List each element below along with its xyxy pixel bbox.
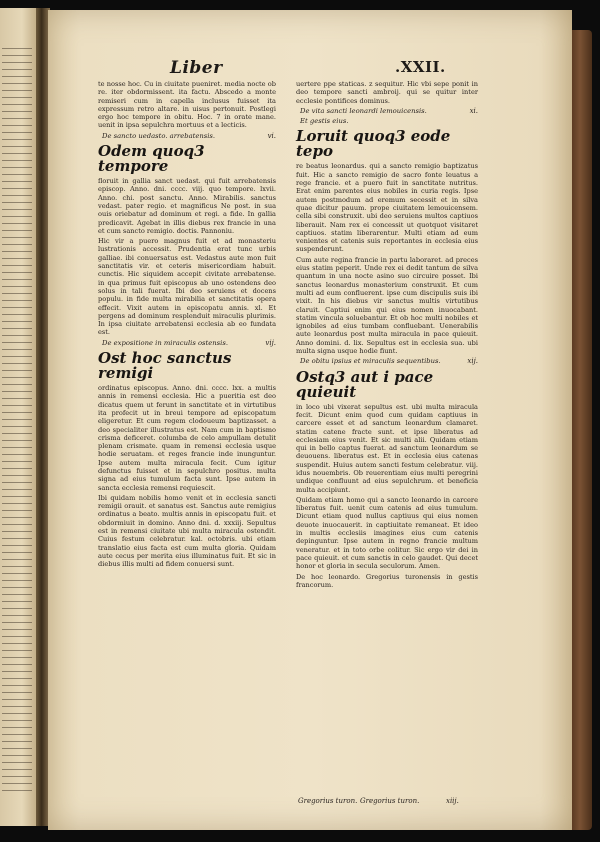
right-column [296,80,478,591]
section-heading: Odem quoq3 tempore [98,142,205,176]
section-heading: Ost hoc sanctus remigi [98,349,232,383]
rubric [102,339,276,347]
book-cover-edge [572,30,592,830]
paragraph: in loco ubi vixerat sepultus est. ubi multa miracula fecit. Dicunt enim quod cum quidam captiuus in carcere esset et ad sanctum leonardum clamaret. statim catene fracte sunt. et ipse liberatus ad ecclesiam eius venit. Et sic multi alii. Quidam etiam qui in bello captus fuerat. ad sanctum leonardum se deuouens. liberatus est. Et in ecclesia eius catenas suspendit. Huius autem sancti festum celebratur. viij. idus nouembris. Ob reuerentiam eius multi peregrini undique confluunt ad eius sepulchrum. et beneficia multa accipiunt. [296,402,478,494]
paragraph: re beatus leonardus. qui a sancto remigio baptizatus fuit. Hic a sancto remigio de sacro fonte leuatus a rege francie. et a puero fuit in sanctitate nutritus. Erat enim parentes eius nobiles in curia regis. Ipse autem postmodum ad eremum secessit et in silva quae dicitur pauum. prope ciuitatem lemouicensem. cella sibi construxit. ubi deo seruiens multos captiuos liberauit. Nam rex ei concessit ut quotquot visitaret captiuos. statim liberarentur. Multi etiam ad eum venientes et catenis suis reportantes in ecclesia eius suspenderunt. [296,162,478,254]
paragraph: ordinatus episcopus. Anno. dni. cccc. lxx. a multis annis in remensi ecclesia. Hic a pueritia est deo dicatus quem ut ferunt in sanctitate et in virtutibus ita profecit ut in breui tempore ad episcopatum eligeretur. Et cum regem clodoueum baptizasset. a deo specialiter illustratus est. Nam cum in baptismo crisma deficeret. columba de celo ampullam detulit plenam crismate. quam in remensi ecclesia usque hodie seruatam. et reges francie inde inunguntur. Ipse autem multa miracula fecit. Cum igitur defunctus fuisset et in sepulchro positus. multa signa ad eius tumulum facta sunt. Ipse autem in sancta ecclesia remensi requiescit. [98,384,276,492]
left-column [98,80,276,571]
rubric [102,132,276,140]
footer-middle: Gregorius turon. [360,797,420,805]
running-head-left: Liber [170,58,223,78]
paragraph: De hoc leonardo. Gregorius turonensis in gestis francorum. [296,572,478,589]
paragraph: Ibi quidam nobilis homo venit et in ecclesia sancti remigii orauit. et sanatus est. Sanctus aute remigius ordinatus a beato. multis annis in episcopatu fuit. et obdormiuit in domino. Anno dni. d. xxxiij. Sepultus est in remensi ciuitate ubi multa miracula ostendit. Cuius festum celebratur. kal. octobris. ubi etiam translatio eius facta est cum multa gloria. Quidam aute cecus per merita eius illuminatus fuit. Et sic in diebus illis multi ad fidem conuersi sunt. [98,493,276,569]
section-marker: vi. [267,131,276,140]
paragraph: floruit in gallia sanct uedast. qui fuit arrebatensis episcop. Anno. dni. cccc. viij. quo tempore. lxvii. Anno. chi. post sanctu. Anno. Mirabilis. sanctus vedast. pater regio. et magnificus Ne post. in sua ouis oriebatur ad dominum et regi. a fide. In gallia predicavit. Agebat in illis diebus rex francie in una et cum sancto remigio. doctis. Pannoniu. [98,177,276,235]
rubric: Et gestis eius. [300,117,349,126]
rubric-text: De obitu ipsius et miraculis sequentibus. [300,357,441,366]
section-marker: vij. [265,338,276,347]
paragraph: te nosse hoc. Cu in ciuitate pueniret. media nocte ob re. iter obdormissent. ita factu. Abscedo a monte remiseri cum in capella inclusus fuisset ita expressum retro altare. in uisus pertonuit. Postlegi ergo hoc tempore in obitu. Hoc. 7 in orate mane. uenit in ipsa sepulchra mortuus et a lecticis. [98,80,276,130]
rubric-text: De expositione in miraculis ostensis. [102,338,228,347]
section-marker: xij. [467,357,478,366]
facing-page [0,8,40,826]
footer-left: Gregorius turon. [298,797,358,805]
footer-right: xiij. [446,797,459,805]
paragraph: Hic vir a puero magnus fuit et ad monasteriu lustrationis accessit. Prudentia erat tunc urbis galliae. ibi conuersatus est. Vedastus aute mon fuit sanctitatis vir. et ceteris misericordiam habuit. cunctis. Hic siquidem accepit civitate arrebatense. in qua primus fuit episcopus ab uno ostendens deo solus in tali fuerat. Ibi deo seruiens et docens populu. in fide multa mirabilia et sanctitatis opera effecit. Vixit autem in episcopatu annis. xl. Et pergens ad dominum resplenduit miraculis plurimis. In ipsa ciuitate arrebatensi ecclesia ab eo fundata est. [98,237,276,337]
rubric-text: De sancto uedasto. arrebatensis. [102,131,216,140]
facing-page-text-edge [2,48,32,796]
section-heading: Loruit quoq3 eode tepo [296,127,451,161]
paragraph: Cum aute regina francie in partu laboraret. ad preces eius statim peperit. Unde rex ei dedit tantum de silva quantum in una nocte asino suo circuire posset. Ibi sanctus leonardus monasterium construxit. Et cum multi ad eum confluerent. ipse cum discipulis suis ibi vixit. In his diebus vir sanctus multis virtutibus claruit. Captiui enim qui eius nomen inuocabant. statim vincula soluebantur. Et ob hoc multi nobiles et ignobiles ad eius tumbam confluebant. Uenerabilis aute leonardus post multa miracula in pace quieuit. Anno domini. d. lix. Sepultus est in ecclesia sua. ubi multa signa usque hodie fiunt. [296,255,478,356]
paragraph: uertere ppe staticas. z sequitur. Hic vbi sepe ponit in deo tempore sancti ambroij. qui se quitur inter ecclesie pontifices dominus. [296,80,478,105]
section-marker: xi. [469,106,478,115]
rubric [300,357,478,365]
rubric-text: De vita sancti leonardi lemouicensis. [300,106,427,115]
paragraph: Quidam etiam homo qui a sancto leonardo in carcere liberatus fuit. uenit cum catenis ad eius tumulum. Dicunt etiam quod nullus captiuus qui eius nomen deuote inuocauerit. in captiuitate remaneat. Et ideo in multis ecclesiis imagines eius cum catenis depinguntur. Ipse autem in regno francie multum veneratur. et in toto orbe colitur. Sic ergo vir dei in pace quieuit. et cum sanctis in celo gaudet. Qui decet honor et gloria in secula seculorum. Amen. [296,495,478,571]
section-heading: Ostq3 aut i pace quieuit [296,367,434,401]
running-head-right: .XXII. [395,58,446,76]
rubric [300,107,478,115]
